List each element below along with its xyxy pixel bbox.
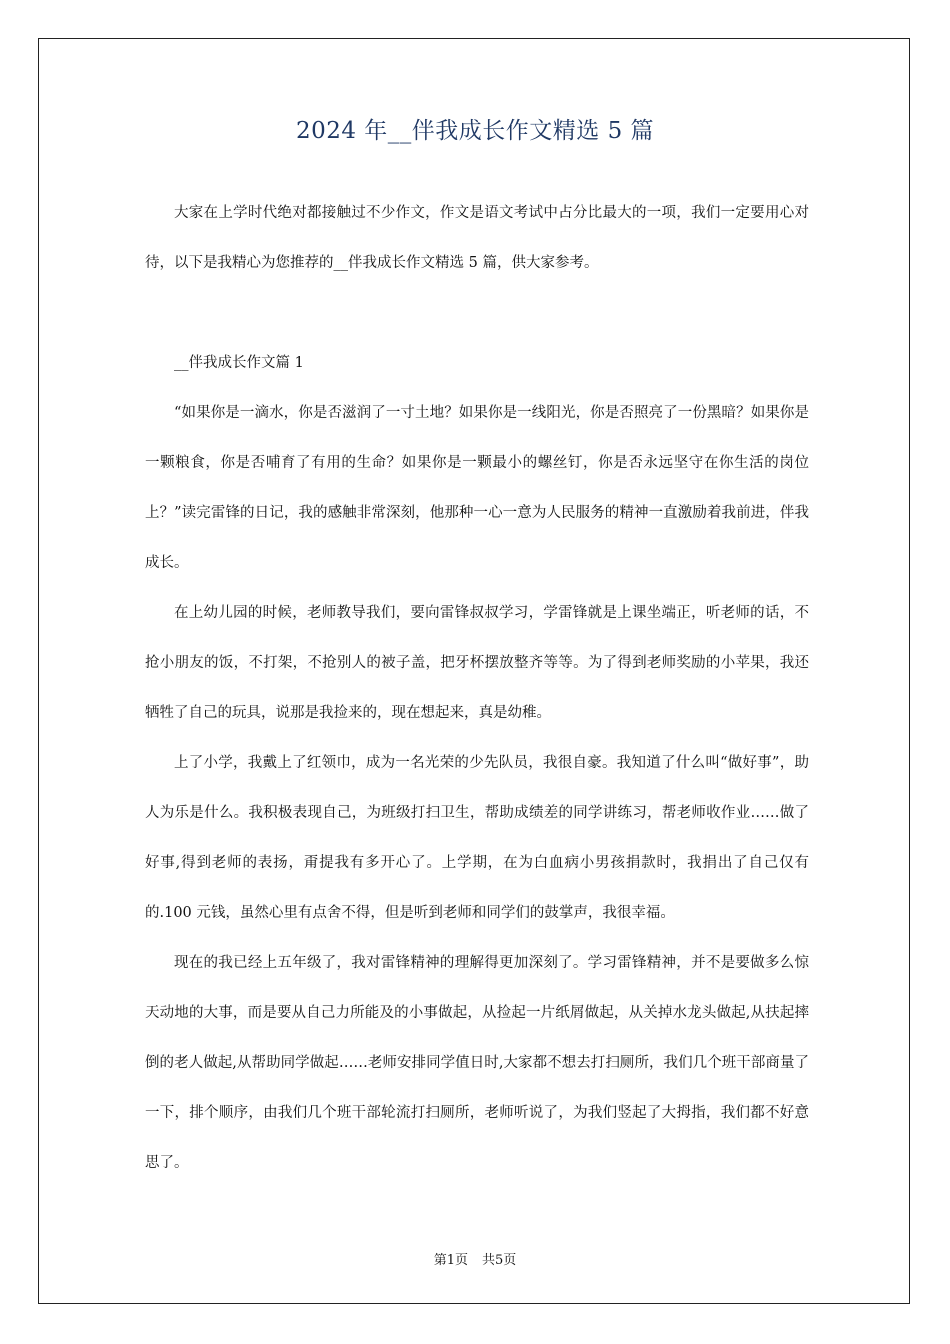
essay-body <box>145 388 809 1188</box>
intro-paragraph: 大家在上学时代绝对都接触过不少作文，作文是语文考试中占分比最大的一项，我们一定要用心对待，以下是我精心为您推荐的__伴我成长作文精选 5 篇，供大家参考。 <box>145 205 809 271</box>
essay-paragraph: 在上幼儿园的时候，老师教导我们，要向雷锋叔叔学习，学雷锋就是上课坐端正，听老师的话，不抢小朋友的饭，不打架，不抢别人的被子盖，把牙杯摆放整齐等等。为了得到老师奖励的小苹果，我还牺牲了自己的玩具，说那是我捡来的，现在想起来，真是幼稚。 <box>145 605 809 721</box>
intro-block <box>145 188 809 288</box>
page-footer <box>0 1249 950 1268</box>
essay-paragraph: “如果你是一滴水，你是否滋润了一寸土地？如果你是一线阳光，你是否照亮了一份黑暗？如果你是一颗粮食，你是否哺育了有用的生命？如果你是一颗最小的螺丝钉，你是否永远坚守在你生活的岗位上？”读完雷锋的日记，我的感触非常深刻，他那种一心一意为人民服务的精神一直激励着我前进，伴我成长。 <box>145 405 809 571</box>
section-heading-block <box>145 338 809 388</box>
section-heading: __伴我成长作文篇 1 <box>174 355 304 371</box>
essay-paragraph: 现在的我已经上五年级了，我对雷锋精神的理解得更加深刻了。学习雷锋精神，并不是要做多么惊天动地的大事，而是要从自己力所能及的小事做起，从捡起一片纸屑做起，从关掉水龙头做起,从扶起摔倒的老人做起,从帮助同学做起……老师安排同学值日时,大家都不想去打扫厕所，我们几个班干部商量了一下，排个顺序，由我们几个班干部轮流打扫厕所，老师听说了，为我们竖起了大拇指，我们都不好意思了。 <box>145 955 809 1171</box>
document-title: 2024 年__伴我成长作文精选 5 篇 <box>295 118 655 144</box>
essay-paragraph: 上了小学，我戴上了红领巾，成为一名光荣的少先队员，我很自豪。我知道了什么叫“做好事”，助人为乐是什么。我积极表现自己，为班级打扫卫生，帮助成绩差的同学讲练习，帮老师收作业……做了好事,得到老师的表扬，甭提我有多开心了。上学期，在为白血病小男孩捐款时，我捐出了自己仅有的.100 元钱，虽然心里有点舍不得，但是听到老师和同学们的鼓掌声，我很幸福。 <box>145 755 809 921</box>
page-number: 第1页 <box>433 1253 468 1268</box>
page-total: 共5页 <box>482 1253 517 1268</box>
